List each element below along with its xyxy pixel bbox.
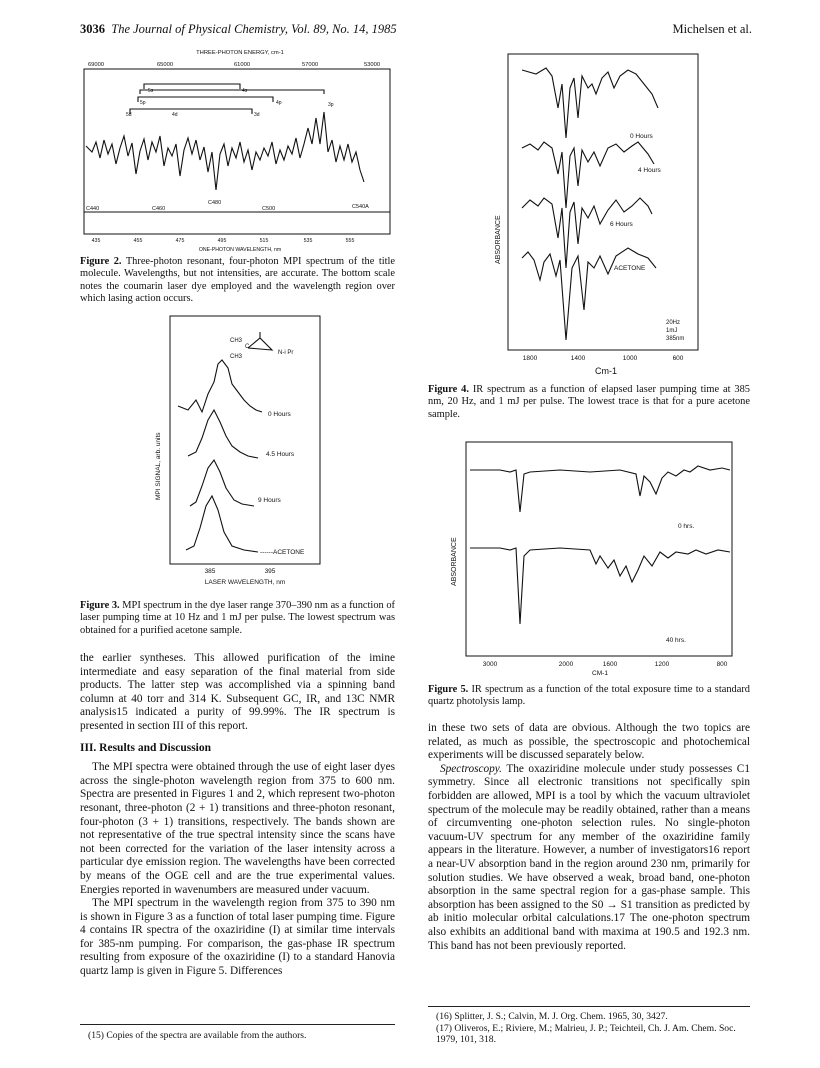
fig5-trace-40h — [470, 548, 730, 624]
fig4-x-tick: 1000 — [622, 355, 638, 362]
fig2-bottom-tick: 515 — [259, 238, 269, 244]
fig2-dye-label: C460 — [152, 206, 166, 212]
fig4-trace-label: 4 Hours — [638, 167, 661, 174]
figure-4 — [478, 48, 718, 378]
right-footnotes — [436, 1011, 748, 1046]
fig5-x-tick: 800 — [716, 661, 728, 668]
right-para-2-text: The oxaziridine molecule under study possesses C1 symmetry. Since all electronic transitions not specifically spin forbidden are allowed, MPI is a tool by which the vacuum ultraviolet spectrum of the molecule may be readily obtained, rather than a means of circumventing one-photon selection rules. No single-photon vacuum-UV spectrum for any member of the oxaziridine family appears in the literature. However, a number of investigators16 report a near-UV absorption band in the region around 230 nm, primarily for solution studies. We have observed a weak, broad band, one-photon absorption in the same spectral region for a gas-phase sample. This absorption has been assigned to the S0 → S1 transition as predicted by ab initio molecular orbital calculations.17 The one-photon spectrum also exhibits an additional band with maxima at 190.5 and 192.3 nm. This band has not been previously reported. — [428, 762, 750, 952]
fig2-bottom-tick: 475 — [175, 238, 185, 244]
figure-2-caption — [80, 256, 395, 306]
fig2-level-label: 4s — [242, 88, 248, 94]
fig4-trace-acetone — [522, 248, 656, 340]
fig2-level-label: 3d — [254, 112, 260, 118]
fig5-x-tick: 1600 — [602, 661, 618, 668]
left-footnote: (15) Copies of the spectra are available from the authors. — [88, 1030, 307, 1041]
fig2-top-tick: 65000 — [156, 62, 174, 68]
fig5-x-tick: 2000 — [558, 661, 574, 668]
subsection-title-spectroscopy: Spectroscopy. — [440, 762, 503, 775]
right-column-body — [428, 722, 750, 953]
fig2-level-label: 5p — [140, 100, 146, 106]
fig2-top-axis-title: THREE-PHOTON ENERGY, cm-1 — [196, 50, 284, 56]
fig2-bottom-tick: 535 — [303, 238, 313, 244]
fig3-structure-label: C — [245, 344, 250, 350]
fig4-x-label: Cm-1 — [595, 366, 617, 376]
fig3-y-label: MPI SIGNAL, arb. units — [155, 432, 162, 500]
fig2-dye-label: C540A — [352, 204, 369, 210]
figure-5 — [440, 436, 740, 676]
section-title-results: III. Results and Discussion — [80, 741, 212, 754]
fig3-trace-label: 0 Hours — [268, 411, 291, 418]
fig2-bottom-axis-title: ONE-PHOTON WAVELENGTH, nm — [198, 247, 282, 253]
fig5-x-tick: 3000 — [482, 661, 498, 668]
fig2-level-label: 4d — [172, 112, 178, 118]
fig3-trace-0h — [178, 360, 262, 412]
fig3-trace-9h — [190, 460, 254, 506]
left-para-3: The MPI spectrum in the wavelength region from 375 to 390 nm is shown in Figure 3 as a function of total laser pumping time. Figure 4 contains IR spectra of the oxaziridine (I) at similar time intervals for 385-nm pumping. For comparison, the gas-phase IR spectrum resulting from exposure of the oxaziridine (I) to a standard Hanovia quartz lamp is given in Figure 5. Differences — [80, 897, 395, 978]
fig4-trace-label: 0 Hours — [630, 133, 653, 140]
figure-4-caption-label: Figure 4. — [428, 384, 469, 395]
fig2-bottom-tick: 435 — [91, 238, 101, 244]
page-number: 3036 — [80, 22, 105, 36]
fig4-frame — [508, 54, 698, 350]
fig2-level-label: 4p — [276, 100, 282, 106]
fig3-molecule-structure — [248, 332, 272, 350]
fig3-structure-label: CH3 — [230, 338, 243, 344]
right-footnote-rule — [428, 1006, 750, 1007]
figure-5-caption-text: IR spectrum as a function of the total exposure time to a standard quartz photolysis lamp. — [428, 684, 750, 708]
fig4-condition: 1mJ — [666, 328, 678, 334]
fig3-frame — [170, 316, 320, 564]
fig3-x-label: LASER WAVELENGTH, nm — [204, 579, 286, 586]
figure-4-caption — [428, 384, 750, 421]
figure-3-caption-label: Figure 3. — [80, 600, 120, 611]
fig4-trace-4h — [522, 142, 654, 208]
figure-5-caption-label: Figure 5. — [428, 684, 469, 695]
figure-2 — [80, 44, 400, 254]
fig4-trace-6h — [522, 198, 652, 268]
figure-4-caption-text: IR spectrum as a function of elapsed laser pumping time at 385 nm, 20 Hz, and 1 mJ per pulse. The lowest trace is that for a pure acetone sample. — [428, 384, 750, 420]
fig4-trace-label: 6 Hours — [610, 221, 633, 228]
fig2-bottom-tick: 455 — [133, 238, 143, 244]
fig2-top-tick: 57000 — [301, 62, 319, 68]
journal-citation: The Journal of Physical Chemistry, Vol. 89, No. 14, 1985 — [111, 22, 397, 36]
left-para-1: the earlier syntheses. This allowed purification of the imine intermediate and easy separation of the final material from side products. The latter step was accomplished via a spinning band column at 40 torr and 314 K. Subsequent GC, IR, and 13C NMR analysis15 indicated a purity of 99.99%. The IR spectrum is presented in section III of this report. — [80, 652, 395, 732]
left-column-body — [80, 652, 395, 979]
fig3-trace-label: 9 Hours — [258, 497, 281, 504]
fig4-trace-label: ACETONE — [614, 265, 646, 272]
fig3-x-tick: 395 — [264, 568, 276, 575]
fig2-level-label: 3p — [328, 102, 334, 108]
left-footnote-rule — [80, 1024, 395, 1025]
figure-3 — [148, 310, 363, 590]
fig3-trace-label: 4.5 Hours — [266, 451, 295, 458]
fig4-x-tick: 1800 — [522, 355, 538, 362]
right-para-2 — [428, 763, 750, 953]
left-para-2: The MPI spectra were obtained through the use of eight laser dyes across the single-photon wavelength region from 375 to 600 nm. Spectra are presented in Figures 1 and 2, which represent two-photon resonant, three-photon (2 + 1) transitions and three-photon resonant, four-photon (3 + 1) transitions, respectively. The bands shown are not representative of the true spectral intensity since the scans have not been corrected for the variation of the laser intensity across a particular dye emission region. The wavelengths have been corrected by means of the OGE cell and are the true experimental values. Energies reported in wavenumbers are measured under vacuum. — [80, 761, 395, 896]
fig4-x-tick: 1400 — [570, 355, 586, 362]
fig4-condition: 20Hz — [666, 320, 681, 326]
fig2-dye-label: C480 — [208, 200, 222, 206]
footnote-16: (16) Splitter, J. S.; Calvin, M. J. Org. Chem. 1965, 30, 3427. — [436, 1011, 668, 1022]
fig2-bottom-tick: 495 — [217, 238, 227, 244]
fig5-trace-label: 40 hrs. — [666, 637, 686, 644]
fig3-trace-45h — [188, 410, 258, 458]
running-header-left — [80, 22, 397, 37]
fig5-x-tick: 1200 — [654, 661, 670, 668]
fig5-y-label: ABSORBANCE — [451, 537, 458, 586]
fig2-level-brackets — [130, 84, 324, 114]
running-header-authors: Michelsen et al. — [672, 22, 752, 36]
right-para-1: in these two sets of data are obvious. Although the two topics are related, as much as possible, the spectroscopic and photochemical experiments will be discussed separately below. — [428, 722, 750, 762]
fig2-dye-label: C500 — [262, 206, 276, 212]
fig4-condition: 385nm — [666, 336, 685, 342]
fig4-y-label: ABSORBANCE — [495, 215, 502, 264]
figure-3-caption — [80, 600, 395, 637]
fig4-x-tick: 600 — [672, 355, 684, 362]
figure-2-caption-text: Three-photon resonant, four-photon MPI spectrum of the title molecule. Wavelengths, but not intensities, are accurate. The bottom scale notes the coumarin laser dye employed and the wavelength region over which lasing action occurs. — [80, 256, 395, 305]
figure-3-caption-text: MPI spectrum in the dye laser range 370–390 nm as a function of laser pumping time at 10 Hz and 1 mJ per pulse. The lowest spectrum was obtained for a purified acetone sample. — [80, 600, 395, 636]
footnote-17: (17) Oliveros, E.; Riviere, M.; Malrieu, J. P.; Teichteil, Ch. J. Am. Chem. Soc. 1979, 101, 318. — [436, 1022, 736, 1045]
fig3-structure-label: CH3 — [230, 354, 243, 360]
fig2-top-tick: 61000 — [233, 62, 251, 68]
fig4-trace-0h — [522, 68, 658, 138]
fig2-spectrum-trace — [86, 112, 364, 190]
fig2-top-tick: 69000 — [87, 62, 105, 68]
figure-5-caption — [428, 684, 750, 709]
fig2-bottom-tick: 555 — [345, 238, 355, 244]
figure-2-caption-label: Figure 2. — [80, 256, 122, 267]
fig3-trace-label: ------ACETONE — [260, 549, 305, 556]
fig5-trace-label: 0 hrs. — [678, 523, 695, 530]
fig2-top-tick: 53000 — [363, 62, 381, 68]
fig3-structure-label: N-i Pr — [278, 350, 294, 356]
fig2-level-label: 5d — [126, 112, 132, 118]
fig3-x-tick: 385 — [204, 568, 216, 575]
fig5-x-label: CM-1 — [592, 670, 608, 676]
fig2-level-label: 5s — [148, 88, 154, 94]
fig2-dye-label: C440 — [86, 206, 100, 212]
fig5-trace-0h — [470, 466, 730, 512]
